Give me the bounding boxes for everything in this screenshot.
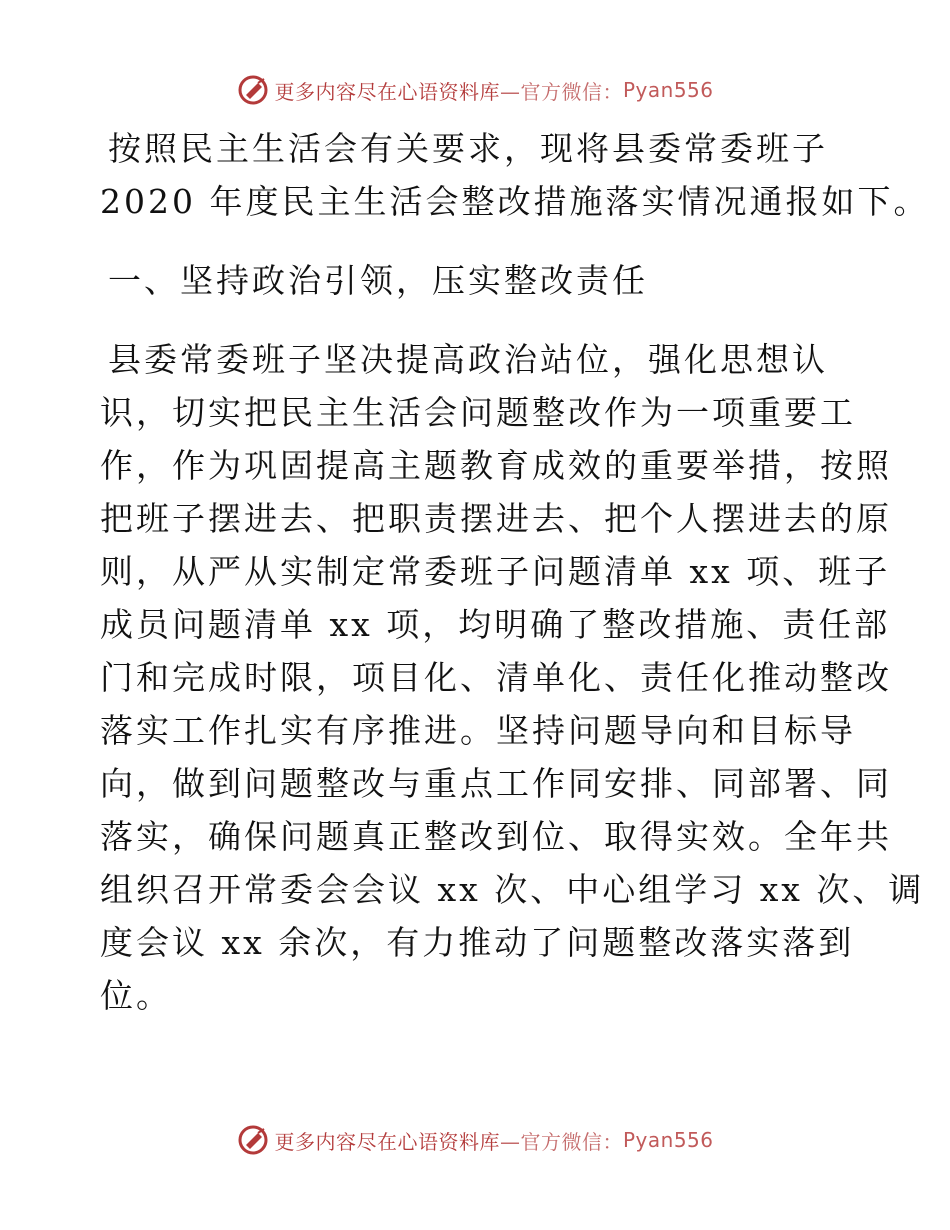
- body-paragraph: [100, 333, 925, 1022]
- text-line: 成员问题清单 xx 项，均明确了整改措施、责任部: [100, 605, 891, 644]
- text-line: 度会议 xx 余次，有力推动了问题整改落实落到: [100, 923, 855, 962]
- watermark-header: [0, 70, 950, 110]
- text-line: 把班子摆进去、把职责摆进去、把个人摆进去的原: [100, 499, 892, 538]
- text-line: 按照民主生活会有关要求，现将县委常委班子: [108, 129, 828, 168]
- logo-icon: [236, 1123, 270, 1157]
- text-line: 2020 年度民主生活会整改措施落实情况通报如下。: [100, 182, 930, 221]
- watermark-wechat-id: Pyan556: [622, 1128, 714, 1152]
- intro-paragraph: [100, 122, 930, 228]
- watermark-title: 更多内容尽在心语资料库: [274, 1129, 500, 1154]
- watermark-separator: —官方微信：: [499, 79, 623, 104]
- watermark-title: 更多内容尽在心语资料库: [274, 79, 500, 104]
- text-line: 作，作为巩固提高主题教育成效的重要举措，按照: [100, 446, 892, 485]
- text-line: 识，切实把民主生活会问题整改作为一项重要工: [100, 393, 856, 432]
- text-line: 组织召开常委会会议 xx 次、中心组学习 xx 次、调: [100, 870, 925, 909]
- text-line: 则，从严从实制定常委班子问题清单 xx 项、班子: [100, 552, 891, 591]
- watermark-footer: [0, 1120, 950, 1160]
- section-heading: [100, 254, 860, 307]
- document-body: [100, 122, 930, 1022]
- text-line: 落实，确保问题真正整改到位、取得实效。全年共: [100, 817, 892, 856]
- text-line: 向，做到问题整改与重点工作同安排、同部署、同: [100, 764, 892, 803]
- logo-icon: [236, 73, 270, 107]
- heading-text: 一、坚持政治引领，压实整改责任: [108, 261, 648, 300]
- watermark-separator: —官方微信：: [499, 1129, 623, 1154]
- text-line: 落实工作扎实有序推进。坚持问题导向和目标导: [100, 711, 856, 750]
- text-line: 位。: [100, 976, 172, 1015]
- text-line: 县委常委班子坚决提高政治站位，强化思想认: [108, 340, 828, 379]
- text-line: 门和完成时限，项目化、清单化、责任化推动整改: [100, 658, 892, 697]
- watermark-wechat-id: Pyan556: [622, 78, 714, 102]
